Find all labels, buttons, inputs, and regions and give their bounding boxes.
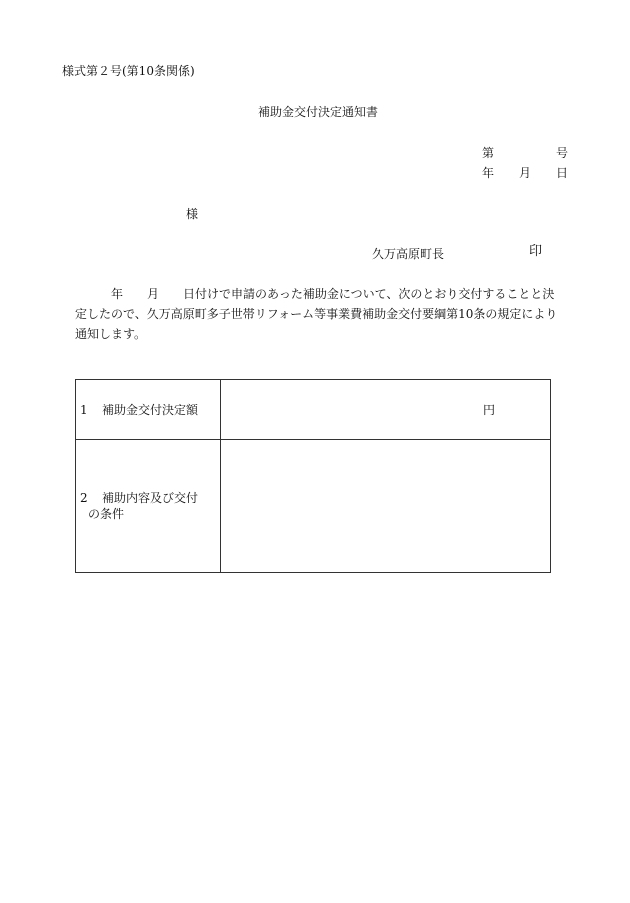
table-row	[76, 380, 551, 440]
date-day-label: 日	[556, 166, 569, 180]
body-line-1	[75, 284, 573, 304]
doc-number-prefix: 第	[482, 146, 495, 160]
amount-label: 補助金交付決定額	[102, 402, 199, 417]
body-year: 年	[111, 287, 124, 301]
decision-table	[75, 379, 551, 573]
body-month: 月	[147, 287, 160, 301]
sender-title: 久万高原町長	[372, 247, 445, 261]
addressee-honorific: 様	[186, 207, 199, 221]
table-row	[76, 440, 551, 573]
form-id: 様式第２号(第10条関係)	[62, 64, 195, 78]
body-line-1-text: 日付けで申請のあった補助金について、次のとおり交付することと決	[183, 287, 555, 301]
conditions-label-line-2: の条件	[88, 507, 125, 521]
row-number: 2	[80, 491, 88, 505]
date-month-label: 月	[519, 166, 532, 180]
conditions-label-line-1: 補助内容及び交付	[102, 491, 199, 505]
row-number: 1	[80, 402, 88, 417]
date-year-label: 年	[482, 166, 495, 180]
body-line-2: 定したので、久万高原町多子世帯リフォーム等事業費補助金交付要綱第10条の規定により	[75, 307, 558, 321]
seal-mark: 印	[529, 244, 543, 259]
conditions-label-cell	[76, 440, 221, 573]
body-line-3: 通知します。	[75, 327, 147, 341]
amount-label-cell	[76, 380, 221, 440]
amount-value-cell	[221, 380, 551, 440]
conditions-value-cell	[221, 440, 551, 573]
notice-body	[75, 284, 573, 344]
document-title: 補助金交付決定通知書	[258, 105, 379, 119]
yen-unit: 円	[483, 403, 496, 417]
doc-number-suffix: 号	[556, 146, 569, 160]
